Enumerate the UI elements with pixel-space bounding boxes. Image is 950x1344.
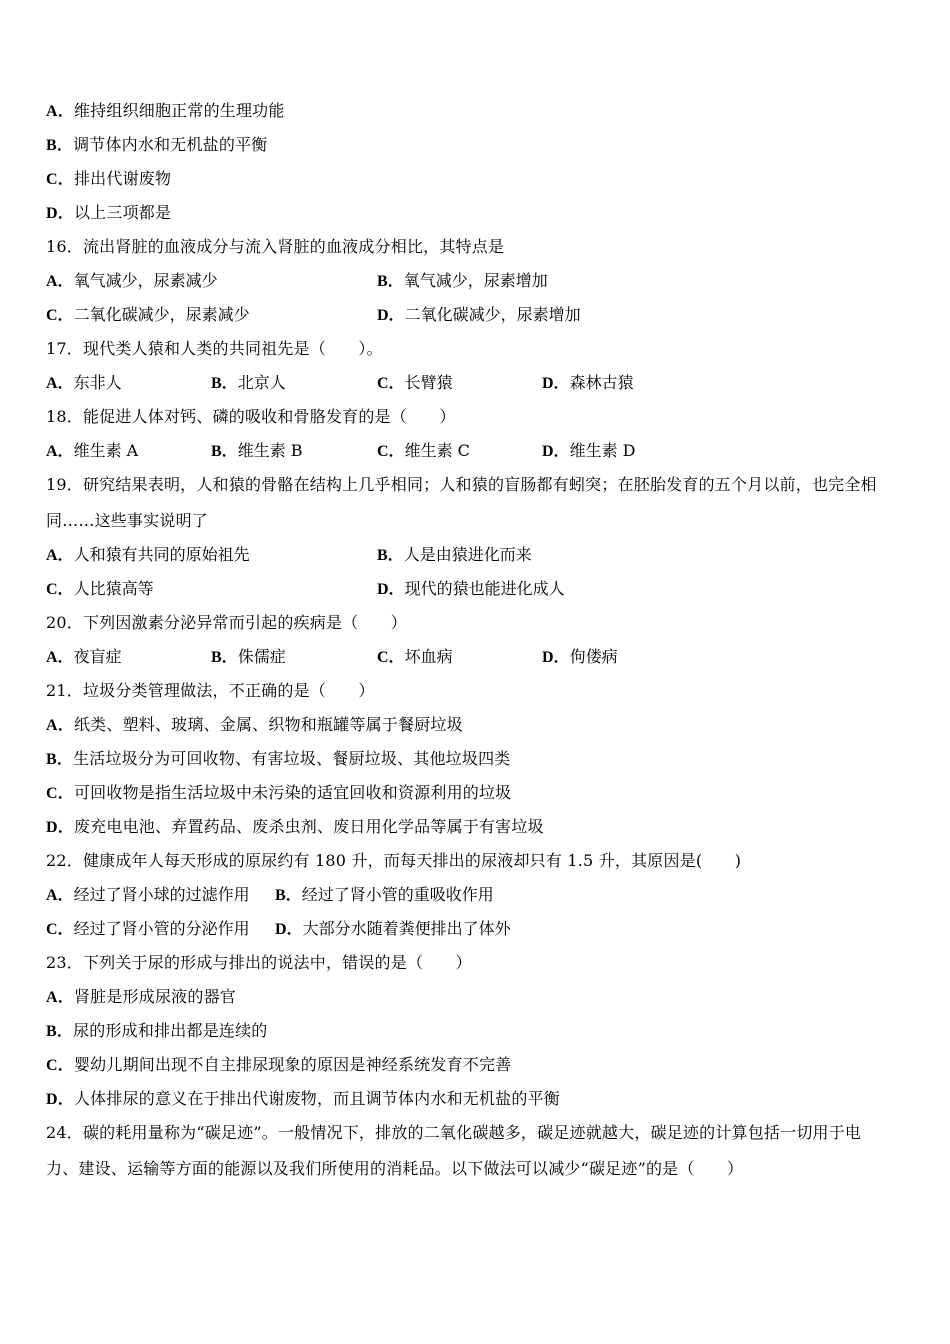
option-text: 现代的猿也能进化成人 — [404, 579, 565, 598]
option-text: 经过了肾小管的重吸收作用 — [301, 885, 494, 904]
option-label: B． — [211, 443, 238, 460]
q19-option-d — [377, 577, 565, 601]
q18-stem: 18．能促进人体对钙、磷的吸收和骨胳发育的是（ ） — [46, 407, 456, 426]
option-text: 侏儒症 — [237, 647, 286, 666]
option-text: 氧气减少，尿素减少 — [73, 271, 218, 290]
option-text: 人体排尿的意义在于排出代谢废物，而且调节体内水和无机盐的平衡 — [73, 1089, 560, 1108]
q17-option-a — [46, 371, 122, 395]
q15-option-b — [46, 133, 267, 157]
option-text: 二氧化碳减少，尿素增加 — [404, 305, 581, 324]
q23-option-a — [46, 985, 236, 1009]
option-label: A． — [46, 375, 74, 392]
option-text: 东非人 — [73, 373, 122, 392]
option-text: 以上三项都是 — [73, 203, 172, 222]
q15-option-c — [46, 167, 171, 191]
q16-option-b — [377, 269, 548, 293]
q22-option-c — [46, 917, 250, 941]
option-text: 大部分水随着粪便排出了体外 — [302, 919, 511, 938]
option-text: 维生素 C — [404, 441, 470, 460]
q23-option-c — [46, 1053, 511, 1077]
option-label: C． — [46, 581, 74, 598]
option-label: D． — [275, 921, 303, 938]
option-text: 尿的形成和排出都是连续的 — [73, 1021, 268, 1040]
q19-stem-line1: 19．研究结果表明，人和猿的骨骼在结构上几乎相同；人和猿的盲肠都有蚓突；在胚胎发育的五个月以前，也完全相 — [46, 475, 877, 494]
option-label: B． — [377, 273, 404, 290]
option-label: A． — [46, 103, 74, 120]
q22-option-b — [275, 883, 494, 907]
option-text: 长臂猿 — [404, 373, 453, 392]
option-label: D． — [46, 819, 74, 836]
option-text: 婴幼儿期间出现不自主排尿现象的原因是神经系统发育不完善 — [73, 1055, 512, 1074]
q18-option-c — [377, 439, 470, 463]
option-text: 人和猿有共同的原始祖先 — [73, 545, 250, 564]
option-label: A． — [46, 649, 74, 666]
q20-option-a — [46, 645, 122, 669]
option-text: 经过了肾小管的分泌作用 — [73, 919, 250, 938]
option-label: A． — [46, 887, 74, 904]
option-label: C． — [46, 171, 74, 188]
option-label: A． — [46, 989, 74, 1006]
option-label: D． — [46, 205, 74, 222]
option-text: 人比猿高等 — [73, 579, 154, 598]
q21-option-a — [46, 713, 463, 737]
q15-option-a — [46, 99, 285, 123]
q22-option-a — [46, 883, 250, 907]
q20-option-d — [542, 645, 618, 669]
q16-option-c — [46, 303, 250, 327]
option-label: A． — [46, 547, 74, 564]
q20-stem: 20．下列因激素分泌异常而引起的疾病是（ ） — [46, 613, 407, 632]
q19-option-a — [46, 543, 250, 567]
option-text: 肾脏是形成尿液的器官 — [73, 987, 236, 1006]
option-label: D． — [377, 581, 405, 598]
q16-option-a — [46, 269, 218, 293]
option-label: D． — [542, 443, 570, 460]
option-text: 坏血病 — [404, 647, 453, 666]
option-text: 纸类、塑料、玻璃、金属、织物和瓶罐等属于餐厨垃圾 — [73, 715, 463, 734]
option-label: D． — [46, 1091, 74, 1108]
option-label: C． — [377, 649, 405, 666]
q22-stem: 22．健康成年人每天形成的原尿约有 180 升，而每天排出的尿液却只有 1.5 升，其原因是( ) — [46, 851, 742, 870]
option-text: 人是由猿进化而来 — [403, 545, 532, 564]
q21-stem: 21．垃圾分类管理做法，不正确的是（ ） — [46, 681, 375, 700]
q21-option-d — [46, 815, 544, 839]
q20-option-b — [211, 645, 286, 669]
option-text: 氧气减少，尿素增加 — [403, 271, 548, 290]
option-text: 生活垃圾分为可回收物、有害垃圾、餐厨垃圾、其他垃圾四类 — [73, 749, 511, 768]
option-text: 维生素 A — [73, 441, 139, 460]
q17-option-c — [377, 371, 453, 395]
option-label: A． — [46, 273, 74, 290]
option-label: B． — [46, 137, 74, 154]
option-label: C． — [46, 307, 74, 324]
q19-option-c — [46, 577, 154, 601]
q18-option-d — [542, 439, 635, 463]
q23-option-b — [46, 1019, 267, 1043]
q17-option-b — [211, 371, 286, 395]
q21-option-c — [46, 781, 511, 805]
q24-stem-line2: 力、建设、运输等方面的能源以及我们所使用的消耗品。以下做法可以减少“碳足迹”的是（ ） — [46, 1159, 744, 1178]
option-text: 北京人 — [237, 373, 286, 392]
option-label: A． — [46, 443, 74, 460]
option-text: 经过了肾小球的过滤作用 — [73, 885, 250, 904]
option-label: D． — [542, 649, 570, 666]
option-label: C． — [46, 1057, 74, 1074]
option-label: C． — [377, 375, 405, 392]
option-text: 维生素 D — [569, 441, 636, 460]
q23-stem: 23．下列关于尿的形成与排出的说法中，错误的是（ ） — [46, 953, 472, 972]
option-text: 排出代谢废物 — [73, 169, 172, 188]
option-label: C． — [46, 921, 74, 938]
option-text: 废充电电池、弃置药品、废杀虫剂、废日用化学品等属于有害垃圾 — [73, 817, 544, 836]
q18-option-b — [211, 439, 303, 463]
option-label: A． — [46, 717, 74, 734]
option-label: C． — [46, 785, 74, 802]
option-text: 二氧化碳减少，尿素减少 — [73, 305, 250, 324]
q17-stem: 17．现代类人猿和人类的共同祖先是（ ）。 — [46, 339, 383, 358]
option-text: 维持组织细胞正常的生理功能 — [73, 101, 285, 120]
q18-option-a — [46, 439, 138, 463]
option-label: B． — [275, 887, 302, 904]
q16-option-d — [377, 303, 581, 327]
option-text: 维生素 B — [237, 441, 303, 460]
option-label: D． — [542, 375, 570, 392]
q20-option-c — [377, 645, 453, 669]
q23-option-d — [46, 1087, 560, 1111]
option-label: B． — [46, 751, 74, 768]
option-label: C． — [377, 443, 405, 460]
option-text: 夜盲症 — [73, 647, 122, 666]
option-label: B． — [377, 547, 404, 564]
option-text: 可回收物是指生活垃圾中未污染的适宜回收和资源利用的垃圾 — [73, 783, 512, 802]
option-text: 佝偻病 — [569, 647, 618, 666]
q19-option-b — [377, 543, 532, 567]
q21-option-b — [46, 747, 510, 771]
q24-stem-line1: 24．碳的耗用量称为“碳足迹”。一般情况下，排放的二氧化碳越多，碳足迹就越大，碳足迹的计算包括一切用于电 — [46, 1123, 862, 1142]
q15-option-d — [46, 201, 171, 225]
option-text: 调节体内水和无机盐的平衡 — [73, 135, 268, 154]
q16-stem: 16．流出肾脏的血液成分与流入肾脏的血液成分相比，其特点是 — [46, 237, 505, 256]
q17-option-d — [542, 371, 634, 395]
q22-option-d — [275, 917, 511, 941]
option-label: B． — [211, 649, 238, 666]
option-text: 森林古猿 — [569, 373, 634, 392]
option-label: D． — [377, 307, 405, 324]
option-label: B． — [211, 375, 238, 392]
q19-stem-line2: 同……这些事实说明了 — [46, 511, 209, 530]
option-label: B． — [46, 1023, 74, 1040]
